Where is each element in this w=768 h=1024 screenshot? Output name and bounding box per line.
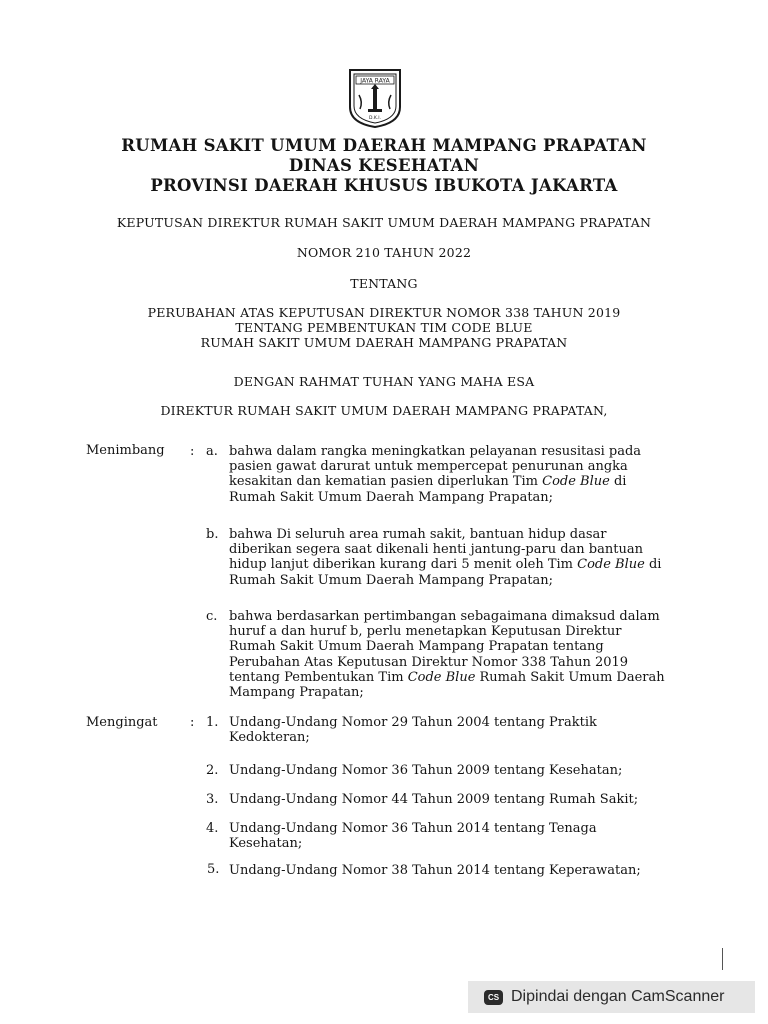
item-line: tentang Pembentukan Tim Code Blue Rumah Sakit Umum Daerah (229, 669, 665, 685)
scan-edge-line (722, 948, 723, 970)
menimbang-item-marker: c. (206, 609, 218, 624)
item-line: bahwa berdasarkan pertimbangan sebagaimana dimaksud dalam (229, 609, 660, 624)
menimbang-item-marker: a. (206, 444, 218, 459)
menimbang-item-b (229, 527, 682, 588)
svg-text:JAYA RAYA: JAYA RAYA (360, 77, 390, 85)
decree-subject-line2: TENTANG PEMBENTUKAN TIM CODE BLUE (235, 320, 533, 335)
jakarta-emblem-icon (346, 67, 404, 129)
svg-text:D.K.I.: D.K.I. (368, 116, 382, 121)
menimbang-colon: : (190, 444, 195, 459)
decree-subject-line1: PERUBAHAN ATAS KEPUTUSAN DIREKTUR NOMOR 338 TAHUN 2019 (147, 305, 621, 320)
item-line: Undang-Undang Nomor 38 Tahun 2014 tentang Keperawatan; (229, 863, 641, 878)
mengingat-item-marker: 1. (206, 715, 219, 730)
mengingat-item-3 (229, 792, 682, 807)
item-line: Undang-Undang Nomor 36 Tahun 2014 tentang Tenaga (229, 821, 597, 836)
item-line: diberikan segera saat dikenali henti jantung-paru dan bantuan (229, 542, 643, 558)
camscanner-text: Dipindai dengan CamScanner (511, 988, 725, 1005)
camscanner-watermark (468, 981, 755, 1013)
code-blue-term: Code Blue (542, 474, 610, 490)
camscanner-icon: CS (484, 990, 503, 1005)
director-line: DIREKTUR RUMAH SAKIT UMUM DAERAH MAMPANG PRAPATAN, (160, 403, 608, 418)
item-line: Rumah Sakit Umum Daerah Mampang Prapatan; (229, 572, 554, 588)
item-line: Rumah Sakit Umum Daerah Mampang Prapatan; (229, 489, 554, 505)
blessing-line: DENGAN RAHMAT TUHAN YANG MAHA ESA (233, 374, 535, 389)
item-line: kesakitan dan kematian pasien diperlukan Tim Code Blue di (229, 474, 627, 490)
mengingat-item-marker: 3. (206, 792, 219, 807)
province-name: PROVINSI DAERAH KHUSUS IBUKOTA JAKARTA (150, 176, 618, 195)
code-blue-term: Code Blue (577, 557, 645, 573)
menimbang-item-a (229, 444, 682, 505)
decree-subject-line3: RUMAH SAKIT UMUM DAERAH MAMPANG PRAPATAN (200, 335, 568, 350)
decree-about: TENTANG (350, 276, 418, 291)
decree-number: NOMOR 210 TAHUN 2022 (296, 245, 472, 260)
item-line: Undang-Undang Nomor 44 Tahun 2009 tentang Rumah Sakit; (229, 792, 639, 807)
mengingat-colon: : (190, 715, 195, 730)
mengingat-item-2 (229, 763, 682, 778)
item-line: hidup lanjut diberikan kurang dari 5 menit oleh Tim Code Blue di (229, 557, 662, 573)
hospital-name: RUMAH SAKIT UMUM DAERAH MAMPANG PRAPATAN (121, 136, 647, 155)
item-line: Mampang Prapatan; (229, 685, 364, 701)
item-line: bahwa Di seluruh area rumah sakit, bantuan hidup dasar (229, 527, 607, 542)
mengingat-item-marker: 2. (206, 763, 219, 778)
item-line: pasien gawat darurat untuk mempercepat penurunan angka (229, 459, 628, 475)
item-line: Perubahan Atas Keputusan Direktur Nomor 338 Tahun 2019 (229, 654, 629, 670)
mengingat-item-marker: 4. (206, 821, 219, 836)
mengingat-item-5 (229, 863, 682, 878)
item-line: huruf a dan huruf b, perlu menetapkan Keputusan Direktur (229, 624, 622, 640)
mengingat-item-1 (229, 715, 682, 745)
code-blue-term: Code Blue (407, 669, 476, 685)
item-line: bahwa dalam rangka meningkatkan pelayanan resusitasi pada (229, 444, 642, 459)
item-line: Kesehatan; (229, 836, 303, 852)
menimbang-item-marker: b. (206, 527, 219, 542)
mengingat-item-marker: 5. (207, 862, 220, 877)
mengingat-item-4 (229, 821, 682, 851)
decree-issuer: KEPUTUSAN DIREKTUR RUMAH SAKIT UMUM DAERAH MAMPANG PRAPATAN (116, 215, 652, 230)
item-line: Kedokteran; (229, 730, 310, 746)
item-line: Rumah Sakit Umum Daerah Mampang Prapatan tentang (229, 639, 604, 655)
item-line: Undang-Undang Nomor 36 Tahun 2009 tentang Kesehatan; (229, 763, 623, 778)
item-line: Undang-Undang Nomor 29 Tahun 2004 tentang Praktik (229, 715, 597, 730)
department-name: DINAS KESEHATAN (288, 156, 480, 175)
mengingat-label: Mengingat (86, 715, 158, 730)
menimbang-item-c (229, 609, 682, 700)
menimbang-label: Menimbang (86, 443, 165, 458)
